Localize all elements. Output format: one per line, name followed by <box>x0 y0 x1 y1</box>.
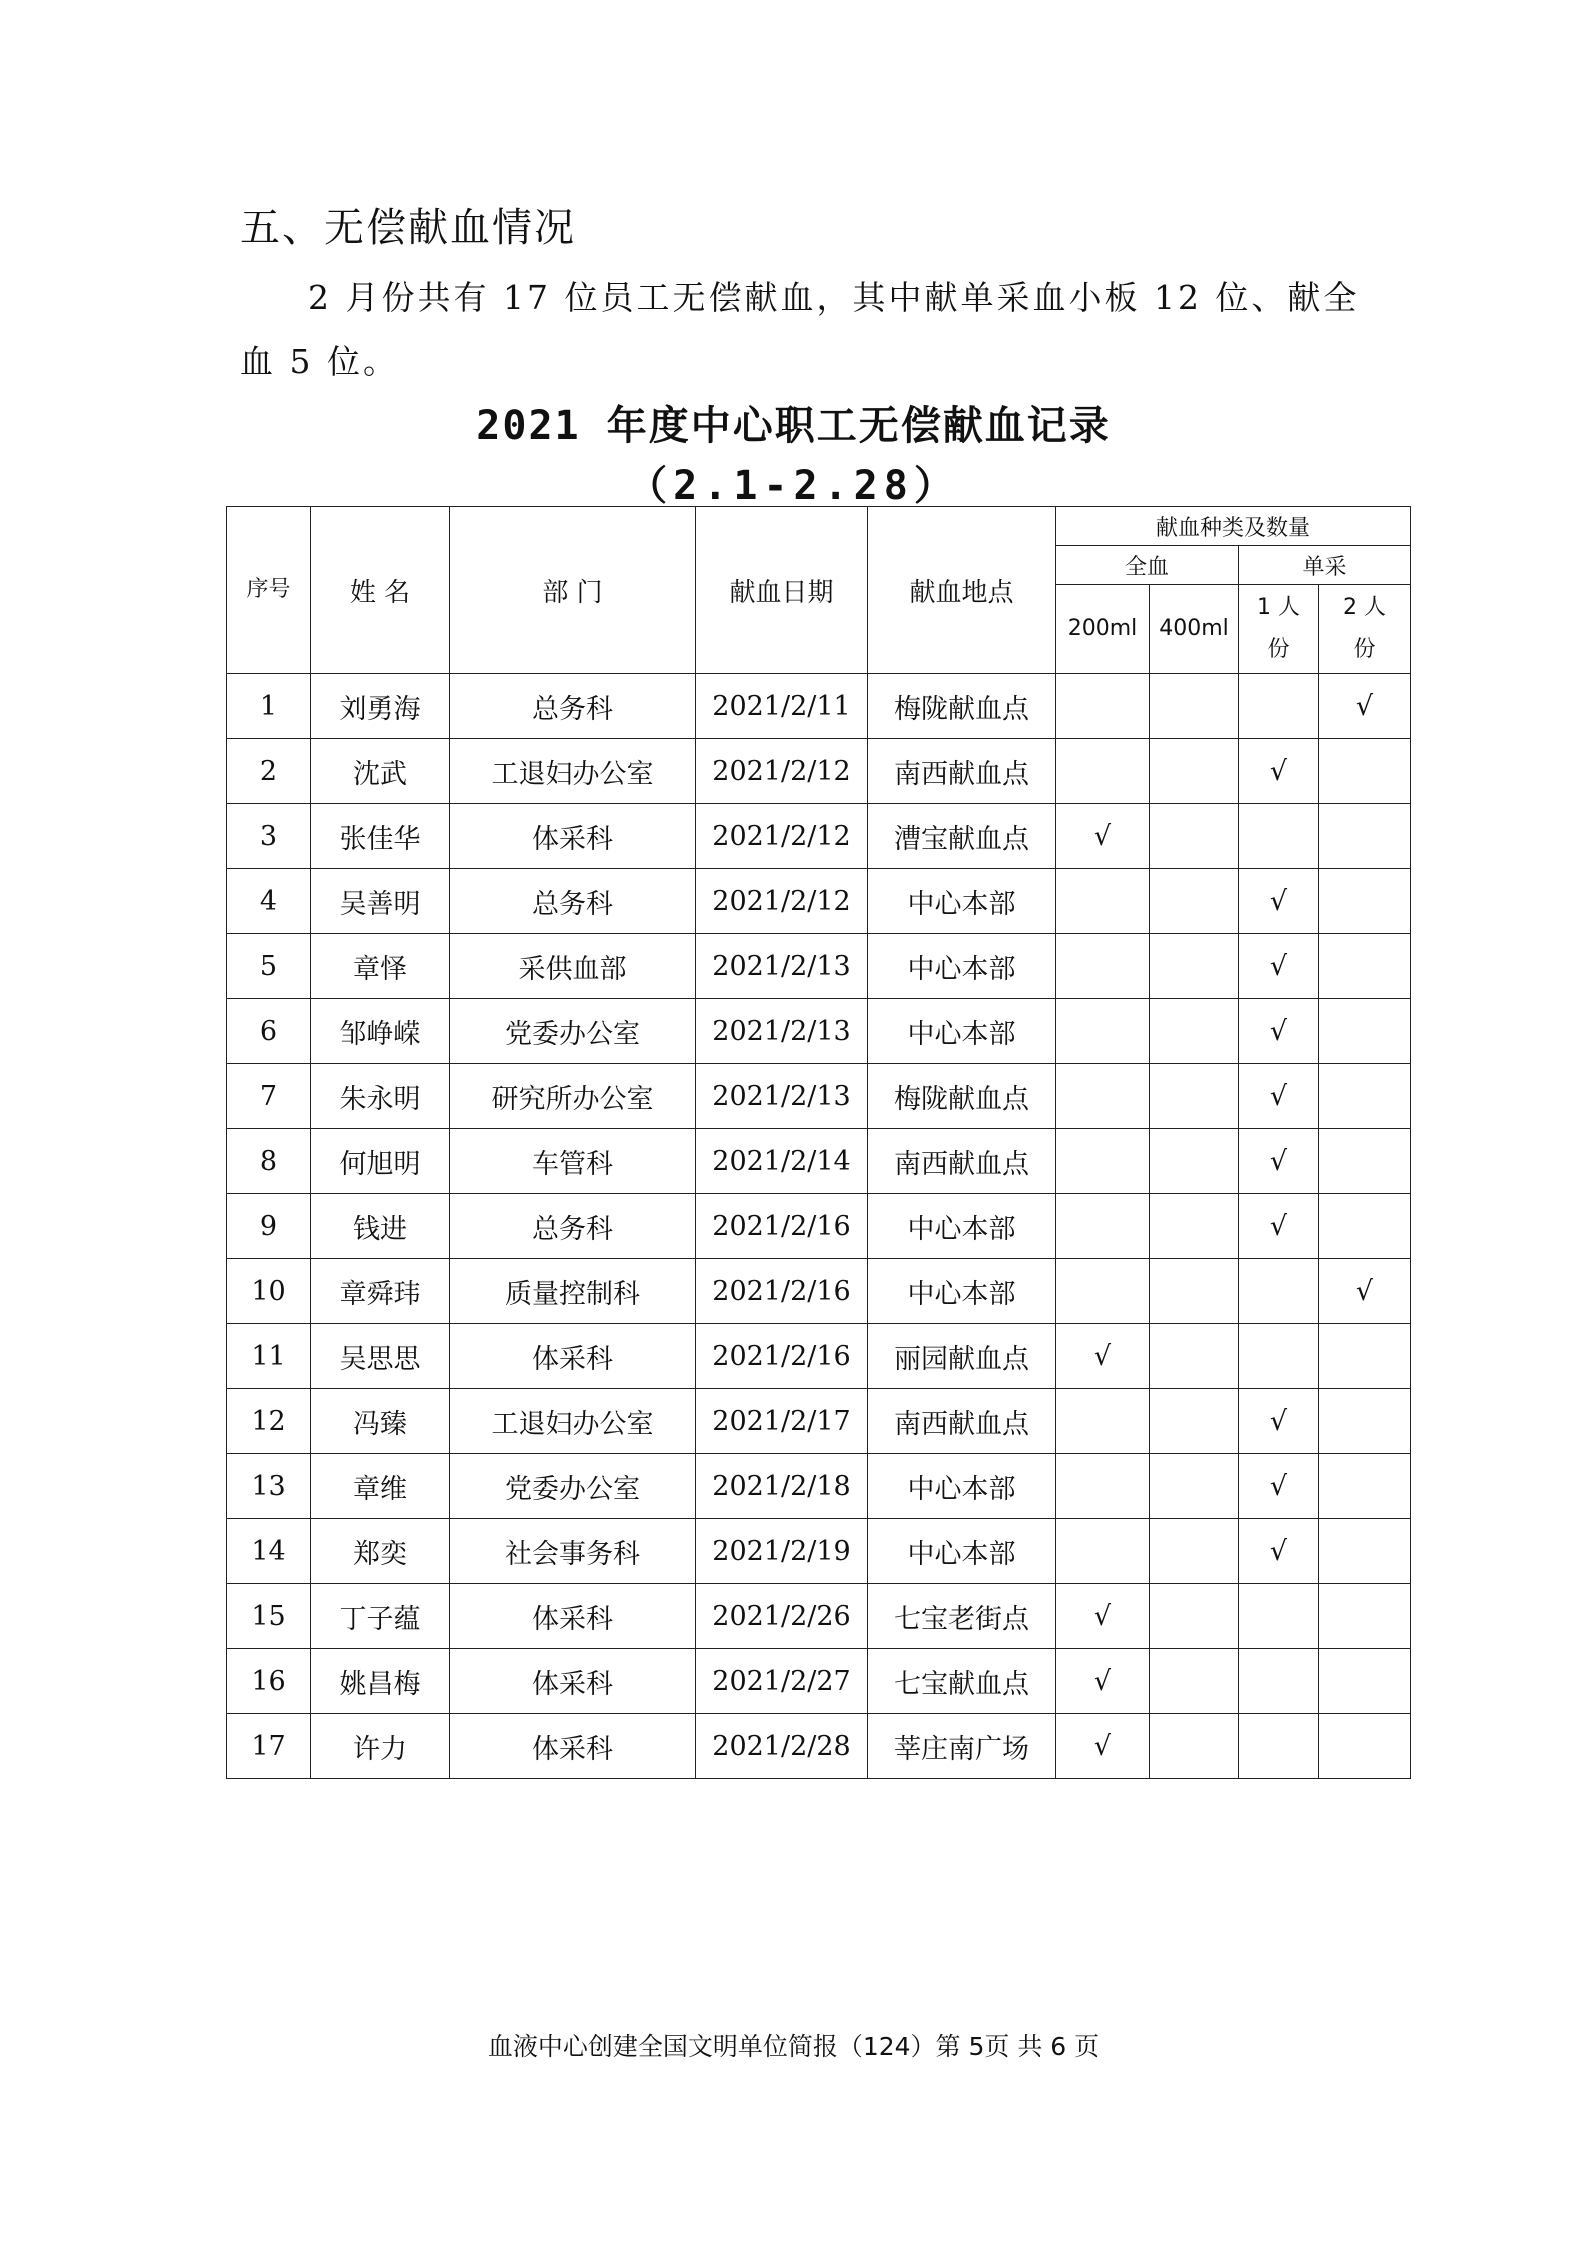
cell-200ml <box>1056 869 1150 934</box>
cell-1-unit: √ <box>1239 1129 1319 1194</box>
cell-2-unit <box>1319 869 1411 934</box>
cell-dept: 总务科 <box>450 674 696 739</box>
cell-date: 2021/2/12 <box>696 804 868 869</box>
cell-date: 2021/2/13 <box>696 934 868 999</box>
cell-2-unit <box>1319 1714 1411 1779</box>
cell-index: 11 <box>227 1324 311 1389</box>
cell-date: 2021/2/14 <box>696 1129 868 1194</box>
cell-location: 莘庄南广场 <box>868 1714 1056 1779</box>
cell-2-unit <box>1319 1454 1411 1519</box>
cell-index: 12 <box>227 1389 311 1454</box>
table-row <box>227 934 1411 999</box>
cell-400ml <box>1150 1389 1239 1454</box>
table-row <box>227 999 1411 1064</box>
cell-index: 8 <box>227 1129 311 1194</box>
cell-location: 南西献血点 <box>868 1129 1056 1194</box>
header-date: 献血日期 <box>696 507 868 674</box>
cell-name: 何旭明 <box>311 1129 450 1194</box>
cell-200ml <box>1056 999 1150 1064</box>
cell-dept: 体采科 <box>450 1584 696 1649</box>
cell-1-unit <box>1239 804 1319 869</box>
cell-name: 章维 <box>311 1454 450 1519</box>
cell-200ml <box>1056 674 1150 739</box>
cell-date: 2021/2/28 <box>696 1714 868 1779</box>
cell-1-unit: √ <box>1239 934 1319 999</box>
cell-2-unit <box>1319 1324 1411 1389</box>
cell-2-unit <box>1319 1194 1411 1259</box>
cell-2-unit <box>1319 1649 1411 1714</box>
cell-dept: 体采科 <box>450 1714 696 1779</box>
table-row <box>227 869 1411 934</box>
header-type-group: 献血种类及数量 <box>1056 507 1411 546</box>
cell-location: 梅陇献血点 <box>868 1064 1056 1129</box>
cell-400ml <box>1150 739 1239 804</box>
cell-dept: 体采科 <box>450 804 696 869</box>
cell-date: 2021/2/17 <box>696 1389 868 1454</box>
cell-400ml <box>1150 934 1239 999</box>
cell-400ml <box>1150 1129 1239 1194</box>
cell-400ml <box>1150 1064 1239 1129</box>
cell-name: 吴思思 <box>311 1324 450 1389</box>
cell-200ml <box>1056 1194 1150 1259</box>
cell-dept: 党委办公室 <box>450 1454 696 1519</box>
cell-index: 16 <box>227 1649 311 1714</box>
cell-400ml <box>1150 1519 1239 1584</box>
cell-location: 七宝老街点 <box>868 1584 1056 1649</box>
cell-200ml: √ <box>1056 1584 1150 1649</box>
cell-location: 丽园献血点 <box>868 1324 1056 1389</box>
cell-dept: 工退妇办公室 <box>450 739 696 804</box>
cell-index: 6 <box>227 999 311 1064</box>
table-row <box>227 1454 1411 1519</box>
cell-200ml <box>1056 1389 1150 1454</box>
cell-dept: 党委办公室 <box>450 999 696 1064</box>
cell-name: 郑奕 <box>311 1519 450 1584</box>
cell-1-unit: √ <box>1239 1454 1319 1519</box>
cell-index: 5 <box>227 934 311 999</box>
cell-location: 漕宝献血点 <box>868 804 1056 869</box>
cell-1-unit <box>1239 1324 1319 1389</box>
table-title: 2021 年度中心职工无偿献血记录 <box>476 403 1111 449</box>
cell-name: 张佳华 <box>311 804 450 869</box>
header-whole-blood: 全血 <box>1056 546 1239 585</box>
cell-index: 14 <box>227 1519 311 1584</box>
table-date-range: （2.1-2.28） <box>627 463 960 509</box>
cell-location: 中心本部 <box>868 1519 1056 1584</box>
cell-200ml <box>1056 1259 1150 1324</box>
cell-2-unit: √ <box>1319 1259 1411 1324</box>
cell-400ml <box>1150 1714 1239 1779</box>
header-name: 姓 名 <box>311 507 450 674</box>
cell-name: 章舜玮 <box>311 1259 450 1324</box>
cell-2-unit <box>1319 1389 1411 1454</box>
cell-dept: 总务科 <box>450 1194 696 1259</box>
cell-400ml <box>1150 1324 1239 1389</box>
cell-date: 2021/2/12 <box>696 869 868 934</box>
cell-index: 2 <box>227 739 311 804</box>
cell-400ml <box>1150 1454 1239 1519</box>
cell-date: 2021/2/27 <box>696 1649 868 1714</box>
cell-dept: 工退妇办公室 <box>450 1389 696 1454</box>
cell-400ml <box>1150 674 1239 739</box>
cell-dept: 体采科 <box>450 1649 696 1714</box>
cell-date: 2021/2/19 <box>696 1519 868 1584</box>
table-row <box>227 1389 1411 1454</box>
section-title: 五、无偿献血情况 <box>240 205 576 251</box>
cell-1-unit: √ <box>1239 739 1319 804</box>
cell-date: 2021/2/18 <box>696 1454 868 1519</box>
cell-200ml <box>1056 1454 1150 1519</box>
cell-name: 许力 <box>311 1714 450 1779</box>
header-index: 序号 <box>227 507 311 674</box>
cell-2-unit: √ <box>1319 674 1411 739</box>
cell-name: 姚昌梅 <box>311 1649 450 1714</box>
cell-200ml <box>1056 934 1150 999</box>
cell-dept: 社会事务科 <box>450 1519 696 1584</box>
cell-200ml <box>1056 1064 1150 1129</box>
cell-200ml: √ <box>1056 1714 1150 1779</box>
cell-index: 15 <box>227 1584 311 1649</box>
blood-donation-table <box>226 506 1411 1779</box>
cell-200ml <box>1056 1519 1150 1584</box>
header-1-unit: 1 人份 <box>1239 585 1319 674</box>
cell-1-unit: √ <box>1239 1194 1319 1259</box>
cell-location: 中心本部 <box>868 869 1056 934</box>
cell-date: 2021/2/26 <box>696 1584 868 1649</box>
table-row <box>227 1649 1411 1714</box>
cell-location: 梅陇献血点 <box>868 674 1056 739</box>
table-row <box>227 1324 1411 1389</box>
cell-1-unit <box>1239 1714 1319 1779</box>
table-row <box>227 1194 1411 1259</box>
cell-name: 冯臻 <box>311 1389 450 1454</box>
cell-location: 南西献血点 <box>868 1389 1056 1454</box>
cell-index: 7 <box>227 1064 311 1129</box>
cell-dept: 研究所办公室 <box>450 1064 696 1129</box>
cell-200ml: √ <box>1056 1324 1150 1389</box>
cell-date: 2021/2/16 <box>696 1324 868 1389</box>
header-400ml: 400ml <box>1150 585 1239 674</box>
cell-date: 2021/2/13 <box>696 999 868 1064</box>
cell-1-unit: √ <box>1239 869 1319 934</box>
cell-name: 章怿 <box>311 934 450 999</box>
cell-date: 2021/2/16 <box>696 1259 868 1324</box>
cell-location: 中心本部 <box>868 1259 1056 1324</box>
cell-1-unit: √ <box>1239 1519 1319 1584</box>
cell-200ml: √ <box>1056 1649 1150 1714</box>
summary-paragraph: 2 月份共有 17 位员工无偿献血，其中献单采血小板 12 位、献全血 5 位。 <box>240 278 1360 381</box>
cell-location: 中心本部 <box>868 999 1056 1064</box>
cell-date: 2021/2/16 <box>696 1194 868 1259</box>
table-row <box>227 1519 1411 1584</box>
cell-1-unit <box>1239 1584 1319 1649</box>
header-location: 献血地点 <box>868 507 1056 674</box>
cell-index: 4 <box>227 869 311 934</box>
cell-200ml: √ <box>1056 804 1150 869</box>
cell-index: 13 <box>227 1454 311 1519</box>
cell-dept: 车管科 <box>450 1129 696 1194</box>
cell-location: 中心本部 <box>868 1454 1056 1519</box>
cell-location: 中心本部 <box>868 934 1056 999</box>
table-row <box>227 674 1411 739</box>
cell-location: 中心本部 <box>868 1194 1056 1259</box>
cell-index: 3 <box>227 804 311 869</box>
cell-location: 七宝献血点 <box>868 1649 1056 1714</box>
cell-name: 吴善明 <box>311 869 450 934</box>
cell-1-unit: √ <box>1239 1389 1319 1454</box>
cell-400ml <box>1150 869 1239 934</box>
table-row <box>227 804 1411 869</box>
page-footer: 血液中心创建全国文明单位简报（124）第 5页 共 6 页 <box>487 2032 1100 2061</box>
cell-dept: 总务科 <box>450 869 696 934</box>
table-row <box>227 1129 1411 1194</box>
cell-2-unit <box>1319 739 1411 804</box>
cell-400ml <box>1150 999 1239 1064</box>
cell-200ml <box>1056 739 1150 804</box>
table-row <box>227 739 1411 804</box>
table-row <box>227 1714 1411 1779</box>
cell-dept: 质量控制科 <box>450 1259 696 1324</box>
cell-1-unit: √ <box>1239 1064 1319 1129</box>
cell-name: 邹峥嵘 <box>311 999 450 1064</box>
cell-200ml <box>1056 1129 1150 1194</box>
cell-2-unit <box>1319 1584 1411 1649</box>
cell-400ml <box>1150 1649 1239 1714</box>
cell-index: 9 <box>227 1194 311 1259</box>
cell-1-unit <box>1239 1649 1319 1714</box>
cell-2-unit <box>1319 999 1411 1064</box>
cell-name: 朱永明 <box>311 1064 450 1129</box>
cell-1-unit: √ <box>1239 999 1319 1064</box>
table-row <box>227 1259 1411 1324</box>
cell-2-unit <box>1319 1519 1411 1584</box>
cell-name: 沈武 <box>311 739 450 804</box>
cell-1-unit <box>1239 1259 1319 1324</box>
cell-date: 2021/2/12 <box>696 739 868 804</box>
cell-date: 2021/2/13 <box>696 1064 868 1129</box>
cell-400ml <box>1150 1259 1239 1324</box>
cell-name: 刘勇海 <box>311 674 450 739</box>
cell-400ml <box>1150 1194 1239 1259</box>
cell-location: 南西献血点 <box>868 739 1056 804</box>
cell-400ml <box>1150 804 1239 869</box>
header-apheresis: 单采 <box>1239 546 1411 585</box>
cell-date: 2021/2/11 <box>696 674 868 739</box>
cell-2-unit <box>1319 804 1411 869</box>
cell-dept: 体采科 <box>450 1324 696 1389</box>
cell-2-unit <box>1319 934 1411 999</box>
cell-index: 17 <box>227 1714 311 1779</box>
cell-name: 钱进 <box>311 1194 450 1259</box>
header-2-unit: 2 人份 <box>1319 585 1411 674</box>
header-200ml: 200ml <box>1056 585 1150 674</box>
table-row <box>227 1064 1411 1129</box>
cell-index: 1 <box>227 674 311 739</box>
header-dept: 部 门 <box>450 507 696 674</box>
cell-name: 丁子蕴 <box>311 1584 450 1649</box>
cell-2-unit <box>1319 1129 1411 1194</box>
cell-400ml <box>1150 1584 1239 1649</box>
cell-2-unit <box>1319 1064 1411 1129</box>
cell-1-unit <box>1239 674 1319 739</box>
cell-index: 10 <box>227 1259 311 1324</box>
table-row <box>227 1584 1411 1649</box>
cell-dept: 采供血部 <box>450 934 696 999</box>
